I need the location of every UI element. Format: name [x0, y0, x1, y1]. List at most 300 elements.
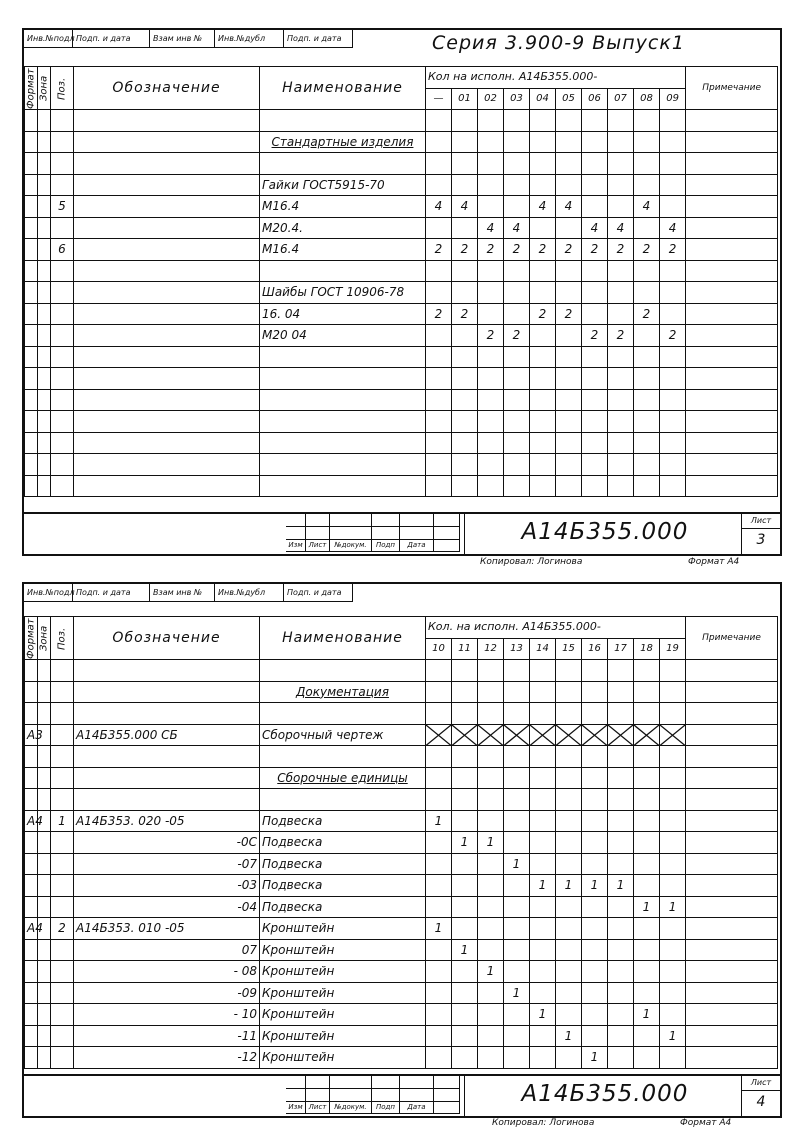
qty-cell: 1 — [582, 875, 608, 897]
qty-cell: 1 — [426, 810, 452, 832]
cross-mark — [556, 725, 581, 746]
variant-header: — — [426, 88, 452, 110]
name-cell: Кронштейн — [260, 982, 426, 1004]
revision-cell — [372, 527, 400, 540]
zone-cell — [38, 982, 51, 1004]
qty-cell: 4 — [556, 196, 582, 218]
spec-row — [25, 961, 778, 983]
qty-cell — [478, 303, 504, 325]
note-header: Примечание — [686, 67, 778, 110]
format-cell — [25, 703, 38, 725]
qty-cell — [582, 939, 608, 961]
zone-cell — [38, 789, 51, 811]
qty-cell — [504, 789, 530, 811]
spec-row — [25, 724, 778, 746]
spec-row — [25, 368, 778, 390]
qty-cell — [556, 746, 582, 768]
qty-cell — [478, 475, 504, 497]
qty-cell — [478, 110, 504, 132]
note-cell — [686, 217, 778, 239]
zone-cell — [38, 153, 51, 175]
note-cell — [686, 174, 778, 196]
note-cell — [686, 875, 778, 897]
name-cell — [260, 411, 426, 433]
name-cell: Кронштейн — [260, 939, 426, 961]
format-cell: А4 — [25, 810, 38, 832]
qty-cell — [504, 1025, 530, 1047]
qty-cell — [582, 681, 608, 703]
zone-cell — [38, 767, 51, 789]
qty-cell — [478, 746, 504, 768]
qty-cell — [556, 153, 582, 175]
qty-cell — [530, 110, 556, 132]
variant-header: 08 — [634, 88, 660, 110]
name-cell — [260, 432, 426, 454]
qty-cell: 4 — [634, 196, 660, 218]
qty-cell — [660, 196, 686, 218]
qty-cell — [426, 746, 452, 768]
qty-cell — [634, 153, 660, 175]
format-cell — [25, 217, 38, 239]
qty-cell — [504, 746, 530, 768]
revision-cell — [330, 1089, 372, 1102]
qty-cell — [504, 368, 530, 390]
designation-cell: -11 — [74, 1025, 260, 1047]
qty-cell: 2 — [660, 325, 686, 347]
spec-row — [25, 810, 778, 832]
pos-cell — [51, 896, 74, 918]
pos-cell — [51, 982, 74, 1004]
qty-cell — [530, 724, 556, 746]
spec-row — [25, 110, 778, 132]
qty-cell — [478, 767, 504, 789]
qty-cell — [608, 196, 634, 218]
qty-cell: 1 — [426, 918, 452, 940]
pos-cell — [51, 832, 74, 854]
qty-cell — [634, 746, 660, 768]
qty-cell — [634, 724, 660, 746]
qty-cell — [426, 110, 452, 132]
stamp-cell: Инв.№дубл — [215, 30, 284, 47]
qty-cell — [634, 875, 660, 897]
sheet-label: Лист — [742, 514, 780, 529]
note-cell — [686, 153, 778, 175]
designation-cell — [74, 239, 260, 261]
zone-cell — [38, 368, 51, 390]
spec-row — [25, 703, 778, 725]
format-cell — [25, 153, 38, 175]
qty-cell — [452, 961, 478, 983]
qty-cell — [556, 454, 582, 476]
variant-header: 01 — [452, 88, 478, 110]
revision-cell — [400, 514, 434, 527]
pos-cell — [51, 303, 74, 325]
note-cell — [686, 346, 778, 368]
qty-cell — [660, 1047, 686, 1069]
qty-cell: 4 — [608, 217, 634, 239]
cross-mark — [478, 725, 503, 746]
revision-cell — [372, 1076, 400, 1089]
qty-cell — [452, 853, 478, 875]
qty-cell — [478, 1047, 504, 1069]
spec-row — [25, 1004, 778, 1026]
qty-cell — [556, 346, 582, 368]
qty-cell — [660, 724, 686, 746]
name-cell: Кронштейн — [260, 918, 426, 940]
format-cell — [25, 454, 38, 476]
format-cell — [25, 239, 38, 261]
revision-cell: №докум. — [330, 540, 372, 552]
qty-cell — [556, 789, 582, 811]
qty-cell: 4 — [478, 217, 504, 239]
note-cell — [686, 389, 778, 411]
qty-cell — [660, 174, 686, 196]
qty-cell: 1 — [478, 832, 504, 854]
zone-cell — [38, 303, 51, 325]
qty-cell — [504, 432, 530, 454]
zone-header: Зона — [38, 67, 51, 110]
zone-cell — [38, 131, 51, 153]
qty-cell — [634, 681, 660, 703]
name-cell — [260, 454, 426, 476]
qty-cell — [582, 110, 608, 132]
qty-cell: 2 — [582, 239, 608, 261]
name-cell: Подвеска — [260, 896, 426, 918]
qty-cell — [608, 346, 634, 368]
designation-cell — [74, 196, 260, 218]
spec-row — [25, 832, 778, 854]
qty-cell — [582, 1025, 608, 1047]
qty-cell — [608, 681, 634, 703]
cross-mark — [634, 725, 659, 746]
pos-cell — [51, 368, 74, 390]
revision-cell — [400, 1089, 434, 1102]
qty-cell — [660, 1004, 686, 1026]
spec-row — [25, 1025, 778, 1047]
qty-cell — [452, 724, 478, 746]
qty-cell — [608, 303, 634, 325]
qty-cell — [452, 1004, 478, 1026]
qty-cell — [556, 110, 582, 132]
qty-cell — [582, 789, 608, 811]
qty-cell — [608, 260, 634, 282]
note-cell — [686, 681, 778, 703]
name-header: Наименование — [260, 617, 426, 660]
qty-cell — [556, 1004, 582, 1026]
qty-cell — [530, 853, 556, 875]
qty-cell — [582, 303, 608, 325]
qty-cell — [504, 832, 530, 854]
qty-cell — [660, 810, 686, 832]
qty-cell — [426, 1004, 452, 1026]
qty-cell — [478, 1004, 504, 1026]
spec-row — [25, 153, 778, 175]
qty-cell — [608, 131, 634, 153]
qty-cell — [452, 660, 478, 682]
format-cell — [25, 131, 38, 153]
qty-cell — [530, 918, 556, 940]
variant-header: 02 — [478, 88, 504, 110]
qty-cell: 2 — [452, 239, 478, 261]
designation-cell — [74, 282, 260, 304]
name-cell: Кронштейн — [260, 1025, 426, 1047]
revision-cell — [434, 514, 460, 527]
qty-cell — [478, 789, 504, 811]
qty-cell — [504, 475, 530, 497]
qty-cell — [608, 110, 634, 132]
archive-stamp-strip — [24, 584, 353, 602]
note-cell — [686, 196, 778, 218]
note-cell — [686, 853, 778, 875]
qty-cell — [478, 724, 504, 746]
qty-cell — [582, 454, 608, 476]
qty-cell — [556, 217, 582, 239]
qty-cell — [660, 681, 686, 703]
qty-cell — [608, 896, 634, 918]
qty-group-header: Кол. на исполн. А14Б355.000- — [426, 617, 686, 639]
name-cell: М20 04 — [260, 325, 426, 347]
stamp-cell: Инв.№дубл — [215, 584, 284, 601]
qty-cell — [634, 939, 660, 961]
qty-cell — [660, 746, 686, 768]
stamp-cell: Инв.№подл — [24, 30, 73, 47]
qty-cell: 1 — [452, 939, 478, 961]
variant-header: 15 — [556, 638, 582, 660]
name-header: Наименование — [260, 67, 426, 110]
pos-cell — [51, 217, 74, 239]
qty-cell — [426, 789, 452, 811]
qty-cell — [478, 660, 504, 682]
designation-cell — [74, 131, 260, 153]
qty-cell — [426, 961, 452, 983]
name-cell — [260, 660, 426, 682]
qty-cell — [478, 939, 504, 961]
qty-cell — [452, 918, 478, 940]
format-header: Формат — [25, 617, 36, 659]
sheet-number-box — [741, 514, 780, 554]
qty-cell — [556, 131, 582, 153]
note-cell — [686, 789, 778, 811]
zone-cell — [38, 325, 51, 347]
qty-cell — [634, 174, 660, 196]
qty-cell: 2 — [530, 239, 556, 261]
qty-cell — [452, 767, 478, 789]
qty-cell — [478, 432, 504, 454]
pos-cell — [51, 432, 74, 454]
qty-cell: 4 — [660, 217, 686, 239]
name-cell — [260, 260, 426, 282]
qty-cell — [582, 896, 608, 918]
pos-cell — [51, 325, 74, 347]
format-cell — [25, 196, 38, 218]
qty-cell — [478, 918, 504, 940]
qty-cell — [582, 724, 608, 746]
name-cell: Подвеска — [260, 832, 426, 854]
qty-cell: 2 — [608, 325, 634, 347]
qty-cell — [426, 389, 452, 411]
qty-cell — [530, 746, 556, 768]
qty-cell — [634, 660, 660, 682]
revision-cell — [286, 1076, 306, 1089]
qty-cell — [504, 454, 530, 476]
qty-cell: 2 — [634, 303, 660, 325]
spec-row — [25, 239, 778, 261]
pos-cell — [51, 939, 74, 961]
spec-row — [25, 939, 778, 961]
cross-mark — [426, 725, 451, 746]
variant-header: 09 — [660, 88, 686, 110]
qty-cell — [634, 1047, 660, 1069]
revision-cell — [330, 514, 372, 527]
designation-cell: А14Б355.000 СБ — [74, 724, 260, 746]
qty-cell — [530, 1025, 556, 1047]
format-cell — [25, 475, 38, 497]
format-cell — [25, 961, 38, 983]
variant-header: 03 — [504, 88, 530, 110]
note-cell — [686, 724, 778, 746]
variant-header: 14 — [530, 638, 556, 660]
qty-cell — [608, 389, 634, 411]
note-cell — [686, 746, 778, 768]
revision-cell — [330, 1076, 372, 1089]
revision-cell — [286, 1089, 306, 1102]
qty-cell — [426, 703, 452, 725]
note-cell — [686, 810, 778, 832]
revision-cell: Дата — [400, 1102, 434, 1114]
qty-cell — [426, 217, 452, 239]
designation-cell: А14Б353. 020 -05 — [74, 810, 260, 832]
qty-cell — [582, 131, 608, 153]
qty-cell: 1 — [634, 896, 660, 918]
qty-cell — [426, 660, 452, 682]
qty-cell: 2 — [556, 239, 582, 261]
qty-cell — [660, 789, 686, 811]
pos-cell — [51, 282, 74, 304]
zone-cell — [38, 939, 51, 961]
qty-cell — [478, 681, 504, 703]
note-cell — [686, 411, 778, 433]
qty-cell — [556, 767, 582, 789]
pos-cell — [51, 681, 74, 703]
designation-cell: А14Б353. 010 -05 — [74, 918, 260, 940]
note-cell — [686, 475, 778, 497]
designation-cell — [74, 174, 260, 196]
qty-cell — [478, 368, 504, 390]
spec-row — [25, 282, 778, 304]
format-cell — [25, 1004, 38, 1026]
name-cell — [260, 703, 426, 725]
qty-cell — [582, 703, 608, 725]
qty-cell — [426, 475, 452, 497]
revision-cell: Изм — [286, 1102, 306, 1114]
qty-cell — [582, 961, 608, 983]
qty-cell — [426, 853, 452, 875]
qty-cell — [504, 1047, 530, 1069]
name-cell: Сборочные единицы — [260, 767, 426, 789]
qty-cell: 2 — [452, 303, 478, 325]
designation-cell: - 08 — [74, 961, 260, 983]
note-cell — [686, 131, 778, 153]
copied-by: Копировал: Логинова — [492, 1118, 595, 1128]
spec-sheet-1 — [22, 28, 782, 556]
pos-cell — [51, 389, 74, 411]
qty-cell — [426, 939, 452, 961]
qty-cell — [608, 660, 634, 682]
pos-cell — [51, 746, 74, 768]
note-cell — [686, 282, 778, 304]
qty-cell — [660, 832, 686, 854]
pos-cell: 1 — [51, 810, 74, 832]
cross-mark — [660, 725, 685, 746]
qty-cell: 1 — [660, 1025, 686, 1047]
note-cell — [686, 368, 778, 390]
pos-cell — [51, 789, 74, 811]
pos-cell — [51, 110, 74, 132]
format-cell — [25, 746, 38, 768]
qty-cell: 1 — [556, 875, 582, 897]
header-row — [25, 67, 778, 89]
qty-cell — [426, 1025, 452, 1047]
revision-cell — [434, 1089, 460, 1102]
qty-cell — [660, 454, 686, 476]
zone-cell — [38, 896, 51, 918]
revision-grid — [286, 1076, 460, 1114]
format-cell: А3 — [25, 724, 38, 746]
qty-cell: 4 — [426, 196, 452, 218]
zone-cell — [38, 454, 51, 476]
qty-cell — [426, 368, 452, 390]
name-cell — [260, 110, 426, 132]
qty-cell — [634, 918, 660, 940]
qty-cell: 2 — [660, 239, 686, 261]
qty-cell — [582, 346, 608, 368]
qty-cell — [634, 131, 660, 153]
qty-cell: 1 — [608, 875, 634, 897]
note-cell — [686, 939, 778, 961]
qty-cell — [608, 789, 634, 811]
qty-cell — [634, 432, 660, 454]
title-block — [24, 512, 780, 554]
format-header: Формат — [25, 67, 36, 109]
stamp-cell: Взам инв № — [150, 30, 215, 47]
designation-header: Обозначение — [74, 67, 260, 110]
stamp-cell: Подп. и дата — [284, 584, 353, 601]
qty-cell — [452, 217, 478, 239]
qty-cell — [530, 454, 556, 476]
qty-cell — [660, 660, 686, 682]
format-cell — [25, 853, 38, 875]
qty-cell — [504, 1004, 530, 1026]
qty-cell — [660, 110, 686, 132]
stamp-cell: Взам инв № — [150, 584, 215, 601]
pos-cell — [51, 411, 74, 433]
spec-row — [25, 325, 778, 347]
pos-cell — [51, 961, 74, 983]
qty-cell — [530, 896, 556, 918]
sheet-label: Лист — [742, 1076, 780, 1091]
qty-cell — [608, 454, 634, 476]
qty-cell — [634, 325, 660, 347]
qty-cell — [608, 475, 634, 497]
qty-cell — [426, 875, 452, 897]
revision-cell — [434, 1102, 460, 1114]
format-cell — [25, 767, 38, 789]
zone-cell — [38, 217, 51, 239]
qty-cell: 2 — [582, 325, 608, 347]
qty-cell — [634, 475, 660, 497]
qty-cell — [426, 153, 452, 175]
qty-cell: 4 — [582, 217, 608, 239]
